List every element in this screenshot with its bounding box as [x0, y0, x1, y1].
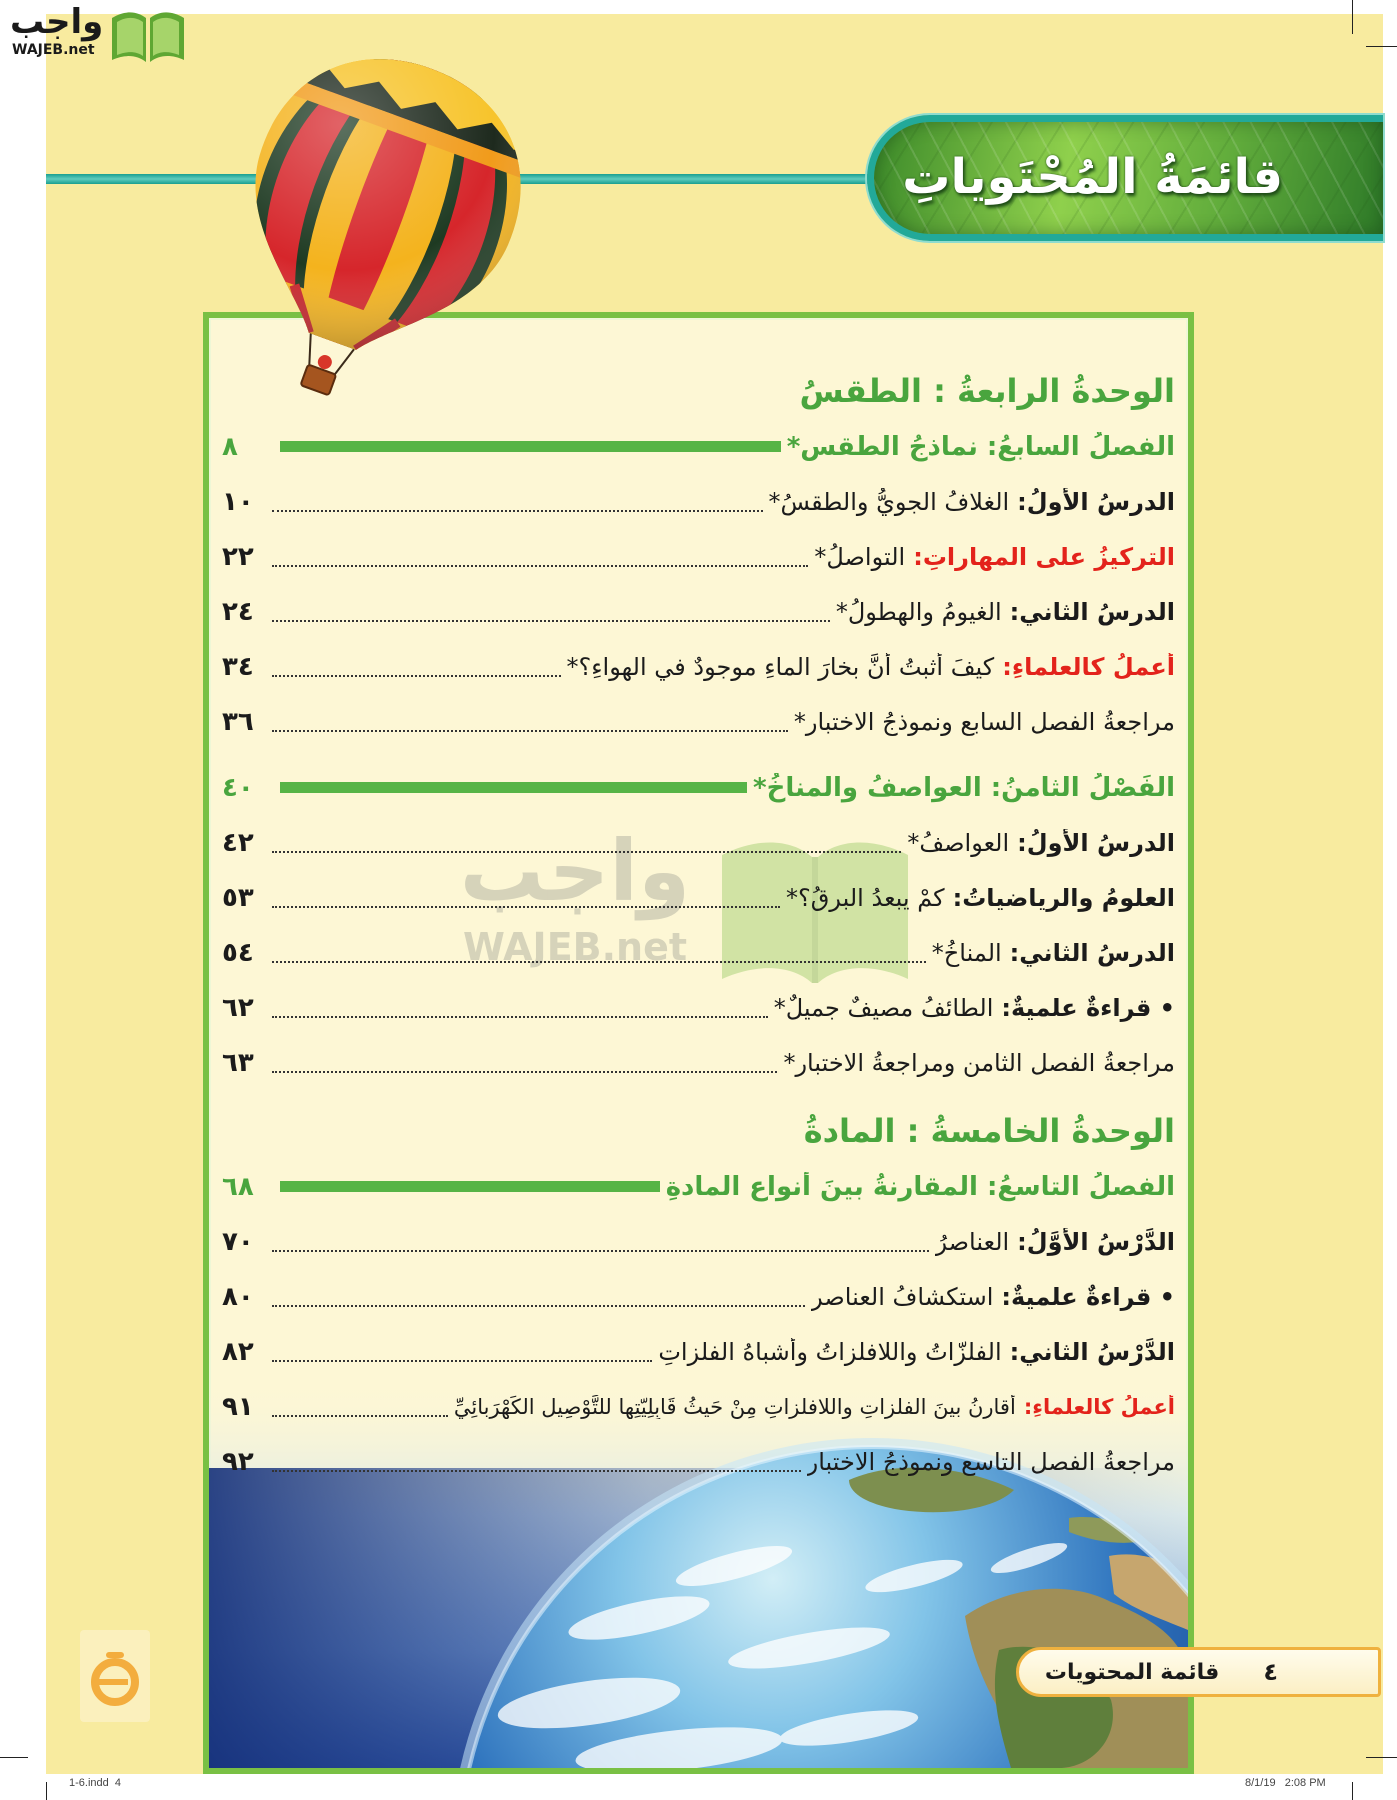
watermark-site-text: WAJEB.net — [462, 925, 688, 969]
chapter-page: ٨ — [222, 431, 238, 462]
toc-entry-text — [811, 1283, 1175, 1311]
dot-leader — [272, 1305, 805, 1307]
toc-entry-text — [932, 939, 1175, 967]
chapter-bar — [280, 441, 781, 452]
toc-entry-label: أعملُ كالعلماءِ: — [1002, 652, 1175, 681]
chapter-bar — [280, 1181, 660, 1192]
toc-entry-label: • قراءةٌ علميةٌ: — [1001, 993, 1175, 1022]
toc-entry-title: الغلافُ الجويُّ والطقسُ* — [768, 487, 1010, 516]
print-slug-date: 8/1/19 2:08 PM — [1245, 1777, 1326, 1789]
toc-entry-label: التركيزُ على المهاراتِ: — [913, 542, 1175, 571]
chapter-title: الفصلُ التاسعُ: المقارنةُ بينَ أنواعِ المادةِ — [665, 1171, 1175, 1202]
chapter-bar — [280, 782, 747, 793]
toc-entry-title: المناخُ* — [931, 938, 1002, 967]
toc-entry — [222, 1324, 1175, 1379]
crop-mark — [1366, 46, 1397, 47]
toc-entry — [222, 870, 1175, 925]
table-of-contents — [222, 362, 1175, 1489]
crop-mark — [1366, 1757, 1397, 1758]
toc-entry-title: العناصرُ — [935, 1227, 1010, 1256]
crop-mark — [1352, 1782, 1353, 1800]
chapter-entry — [222, 1159, 1175, 1214]
toc-entry — [222, 815, 1175, 870]
wajeb-logo-text: واجب — [10, 2, 104, 42]
toc-entry — [222, 1269, 1175, 1324]
toc-entry-label: الدَّرْسُ الأَوَّلُ: — [1017, 1227, 1175, 1256]
unit-heading — [222, 1102, 1175, 1159]
toc-entry-title: الطائفُ مصيفٌ جميلٌ* — [773, 993, 994, 1022]
toc-entry — [222, 1434, 1175, 1489]
toc-entry-text — [814, 543, 1175, 571]
dot-leader — [272, 1016, 768, 1018]
toc-entry-page: ٣٦ — [222, 706, 254, 737]
publisher-logo-icon — [80, 1630, 150, 1722]
dot-leader — [272, 1071, 777, 1073]
dot-leader — [272, 961, 926, 963]
toc-entry-page: ٢٢ — [222, 541, 254, 572]
dot-leader — [272, 675, 561, 677]
toc-entry-title: استكشافُ العناصرِ — [811, 1282, 994, 1311]
toc-entry-label: العلومُ والرياضياتُ: — [952, 883, 1175, 912]
crop-mark — [1352, 0, 1353, 34]
toc-entry-text — [658, 1338, 1175, 1366]
wajeb-logo-site: WAJEB.net — [12, 42, 95, 58]
toc-entry-page: ٧٠ — [222, 1226, 254, 1257]
crop-mark — [46, 1782, 47, 1800]
dot-leader — [272, 851, 901, 853]
dot-leader — [272, 565, 808, 567]
toc-entry-title: مراجعةُ الفصلِ الثامنِ ومراجعةُ الاختبارِ* — [783, 1048, 1175, 1077]
dot-leader — [272, 510, 763, 512]
chapter-page: ٤٠ — [222, 772, 254, 803]
toc-entry-text — [454, 1395, 1175, 1419]
toc-entry-page: ٢٤ — [222, 596, 254, 627]
toc-entry-page: ٥٣ — [222, 882, 254, 913]
dot-leader — [272, 1250, 929, 1252]
dot-leader — [272, 620, 830, 622]
toc-entry-page: ٣٤ — [222, 651, 254, 682]
chapter-title: الفصلُ السابعُ: نماذجُ الطقسِ* — [786, 431, 1175, 462]
toc-entry-title: الفلزّاتُ واللافلزاتُ وأشباهُ الفلزاتِ — [658, 1337, 1002, 1366]
dot-leader — [272, 1360, 652, 1362]
dot-leader — [272, 1470, 801, 1472]
toc-entry-label: الدرسُ الثاني: — [1009, 938, 1175, 967]
chapter-entry — [222, 760, 1175, 815]
toc-entry-label: الدرسُ الثاني: — [1009, 597, 1175, 626]
page-title: قائمَةُ المُحْتَوياتِ — [902, 148, 1283, 205]
toc-entry-title: الغيومُ والهطولُ* — [835, 597, 1002, 626]
toc-entry-page: ٨٠ — [222, 1281, 254, 1312]
page-footer-tab — [1016, 1647, 1381, 1697]
dot-leader — [272, 730, 788, 732]
toc-entry-text — [774, 994, 1175, 1022]
chapter-page: ٦٨ — [222, 1171, 254, 1202]
toc-entry-page: ٦٢ — [222, 992, 254, 1023]
toc-entry-text — [567, 653, 1175, 681]
toc-entry-title: مراجعةُ الفصلِ التاسعِ ونموذجُ الاختبارِ — [806, 1447, 1175, 1476]
toc-entry-label: • قراءةٌ علميةٌ: — [1001, 1282, 1175, 1311]
print-slug-file: 1-6.indd 4 — [69, 1777, 121, 1789]
wajeb-book-icon — [109, 6, 187, 64]
watermark-text: واجب — [459, 822, 691, 920]
toc-entry-text — [935, 1228, 1175, 1256]
toc-entry — [222, 1379, 1175, 1434]
toc-entry — [222, 584, 1175, 639]
toc-entry-text — [907, 829, 1175, 857]
toc-entry-page: ٩٢ — [222, 1446, 254, 1477]
chapter-title: الفَصْلُ الثامنُ: العواصفُ والمناخُ* — [753, 772, 1175, 803]
toc-entry — [222, 1214, 1175, 1269]
toc-entry-text — [769, 488, 1176, 516]
footer-page-number: ٤ — [1263, 1658, 1278, 1686]
toc-entry — [222, 694, 1175, 749]
title-banner — [867, 115, 1383, 241]
toc-entry-title: العواصفُ* — [907, 828, 1010, 857]
toc-entry-title: كيفَ أُثبتُ أنَّ بخارَ الماءِ موجودٌ في الهواءِ؟* — [566, 652, 995, 681]
toc-entry — [222, 925, 1175, 980]
dot-leader — [272, 1415, 448, 1417]
toc-entry — [222, 529, 1175, 584]
unit-title: الوحدةُ الخامسةُ : المادةُ — [803, 1111, 1175, 1150]
toc-entry-title: التواصلُ* — [814, 542, 906, 571]
hot-air-balloon-image — [205, 48, 535, 428]
toc-entry — [222, 474, 1175, 529]
unit-title: الوحدةُ الرابعةُ : الطقسُ — [799, 371, 1175, 410]
toc-entry-text — [836, 598, 1175, 626]
toc-entry-label: الدرسُ الأولُ: — [1017, 828, 1175, 857]
toc-entry — [222, 1035, 1175, 1090]
toc-entry-label: الدرسُ الأولُ: — [1017, 487, 1175, 516]
toc-entry — [222, 639, 1175, 694]
toc-entry-page: ٩١ — [222, 1391, 254, 1422]
toc-entry-label: الدَّرْسُ الثاني: — [1009, 1337, 1175, 1366]
toc-entry-title: أقارنُ بينَ الفلزاتِ واللافلزاتِ مِنْ حَيثُ قَابِلِيّتِها للتَّوْصِيلِ الكَهْرَبائِيِّ — [453, 1394, 1016, 1419]
dot-leader — [272, 906, 780, 908]
toc-entry-text — [786, 884, 1175, 912]
toc-entry-page: ٤٢ — [222, 827, 254, 858]
toc-entry-page: ٦٣ — [222, 1047, 254, 1078]
footer-section-label: قائمة المحتويات — [1044, 1659, 1220, 1685]
toc-entry-page: ٨٢ — [222, 1336, 254, 1367]
toc-entry-title: كمْ يبعدُ البرقُ؟* — [786, 883, 945, 912]
crop-mark — [0, 1757, 28, 1758]
toc-entry — [222, 980, 1175, 1035]
toc-entry-page: ١٠ — [222, 486, 254, 517]
toc-entry-label: أعملُ كالعلماءِ: — [1023, 1394, 1175, 1419]
toc-entry-page: ٥٤ — [222, 937, 254, 968]
toc-entry-title: مراجعةُ الفصلِ السابعِ ونموذجُ الاختبارِ* — [793, 707, 1175, 736]
